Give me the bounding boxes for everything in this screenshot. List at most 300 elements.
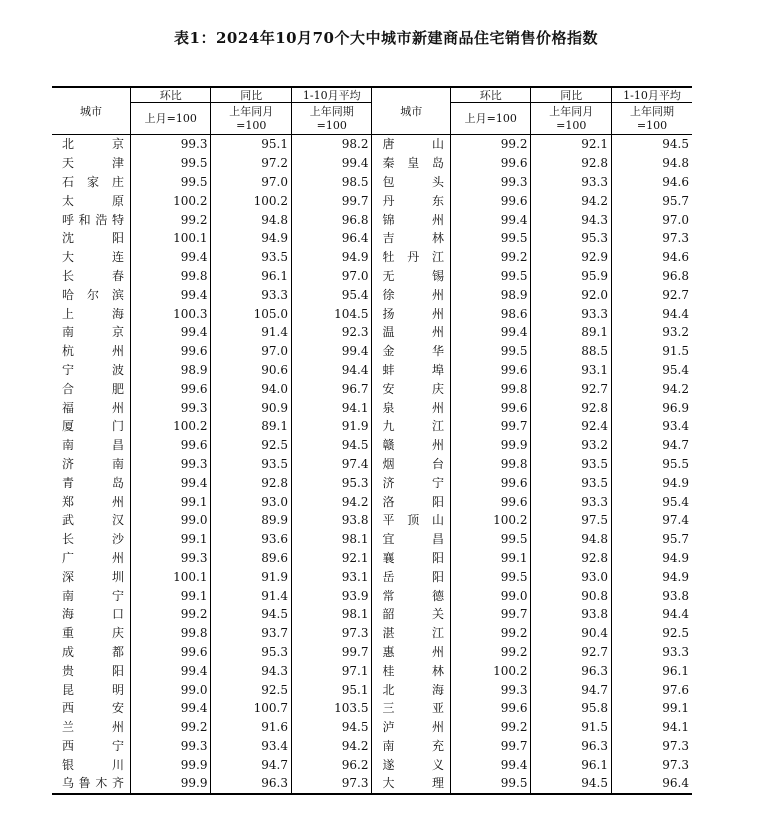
mom-value-left: 99.5 (130, 154, 211, 173)
mom-value-left: 99.1 (130, 586, 211, 605)
header-mom-base-right: 上月=100 (450, 103, 531, 135)
mom-value-left: 99.0 (130, 511, 211, 530)
mom-value-right: 99.3 (450, 173, 531, 192)
city-name-left: 昆明 (62, 682, 124, 697)
yoy-value-left: 105.0 (211, 304, 292, 323)
yoy-value-right: 96.3 (531, 661, 612, 680)
avg-value-right: 93.3 (611, 643, 692, 662)
yoy-value-left: 89.6 (211, 549, 292, 568)
city-name-right: 九江 (372, 417, 450, 436)
city-name-right: 湛江 (372, 624, 450, 643)
avg-value-left: 94.1 (291, 398, 372, 417)
avg-value-left: 92.3 (291, 323, 372, 342)
mom-value-left: 99.4 (130, 285, 211, 304)
mom-value-right: 99.6 (450, 699, 531, 718)
yoy-value-right: 88.5 (531, 342, 612, 361)
yoy-value-right: 90.4 (531, 624, 612, 643)
avg-value-left: 91.9 (291, 417, 372, 436)
mom-value-right: 99.5 (450, 530, 531, 549)
yoy-value-left: 94.7 (211, 755, 292, 774)
mom-value-right: 99.9 (450, 436, 531, 455)
yoy-value-right: 93.5 (531, 455, 612, 474)
city-name-left: 呼和浩特 (62, 212, 124, 227)
city-name-right: 蚌埠 (372, 361, 450, 380)
avg-value-left: 94.9 (291, 248, 372, 267)
avg-value-right: 93.2 (611, 323, 692, 342)
avg-value-left: 97.3 (291, 774, 372, 794)
mom-value-right: 99.6 (450, 191, 531, 210)
city-name-left: 武汉 (62, 513, 124, 528)
header-city-right: 城市 (372, 87, 450, 135)
header-yoy-base-left (211, 103, 292, 135)
city-name-right: 锦州 (372, 210, 450, 229)
avg-value-right: 93.8 (611, 586, 692, 605)
table-title: 表1：2024年10月70个大中城市新建商品住宅销售价格指数 (174, 29, 598, 47)
yoy-value-left: 95.3 (211, 643, 292, 662)
yoy-value-right: 93.8 (531, 605, 612, 624)
avg-value-right: 97.4 (611, 511, 692, 530)
mom-value-right: 99.4 (450, 755, 531, 774)
avg-value-left: 95.1 (291, 680, 372, 699)
mom-value-left: 98.9 (130, 361, 211, 380)
mom-value-left: 100.1 (130, 567, 211, 586)
yoy-value-right: 92.9 (531, 248, 612, 267)
yoy-value-right: 93.3 (531, 173, 612, 192)
avg-value-left: 94.5 (291, 436, 372, 455)
avg-value-right: 95.4 (611, 361, 692, 380)
table-row (52, 342, 692, 361)
avg-value-left: 97.0 (291, 267, 372, 286)
city-name-right: 赣州 (372, 436, 450, 455)
yoy-value-left: 93.7 (211, 624, 292, 643)
city-name-right: 扬州 (372, 304, 450, 323)
price-index-table (52, 86, 692, 795)
table-row (52, 210, 692, 229)
table-row (52, 473, 692, 492)
avg-value-left: 98.2 (291, 135, 372, 154)
avg-value-right: 92.5 (611, 624, 692, 643)
avg-value-left: 93.8 (291, 511, 372, 530)
table-row (52, 379, 692, 398)
header-avg-base-line1: 上年同期 (629, 104, 674, 118)
table-row (52, 605, 692, 624)
city-name-right: 北海 (372, 680, 450, 699)
avg-value-right: 95.7 (611, 191, 692, 210)
table-row (52, 154, 692, 173)
yoy-value-right: 94.7 (531, 680, 612, 699)
yoy-value-left: 94.0 (211, 379, 292, 398)
yoy-value-right: 94.3 (531, 210, 612, 229)
mom-value-right: 99.3 (450, 680, 531, 699)
city-name-left: 重庆 (62, 626, 124, 641)
yoy-value-left: 96.3 (211, 774, 292, 794)
city-name-left: 贵阳 (62, 663, 124, 678)
mom-value-right: 98.6 (450, 304, 531, 323)
yoy-value-left: 94.3 (211, 661, 292, 680)
avg-value-right: 94.6 (611, 173, 692, 192)
city-name-left: 厦门 (62, 419, 124, 434)
mom-value-left: 99.1 (130, 492, 211, 511)
header-yoy-base-line2: =100 (556, 118, 587, 132)
city-name-left: 太原 (62, 193, 124, 208)
table-row (52, 455, 692, 474)
yoy-value-right: 92.0 (531, 285, 612, 304)
avg-value-right: 94.1 (611, 718, 692, 737)
yoy-value-right: 95.8 (531, 699, 612, 718)
city-name-right: 唐山 (372, 135, 450, 154)
city-name-left: 南昌 (62, 438, 124, 453)
yoy-value-right: 94.8 (531, 530, 612, 549)
avg-value-left: 99.7 (291, 643, 372, 662)
city-name-right: 泸州 (372, 718, 450, 737)
yoy-value-right: 93.5 (531, 473, 612, 492)
mom-value-right: 99.6 (450, 473, 531, 492)
avg-value-right: 97.6 (611, 680, 692, 699)
avg-value-left: 98.5 (291, 173, 372, 192)
city-name-right: 遂义 (372, 755, 450, 774)
yoy-value-left: 97.2 (211, 154, 292, 173)
mom-value-left: 99.1 (130, 530, 211, 549)
avg-value-left: 104.5 (291, 304, 372, 323)
yoy-value-left: 90.9 (211, 398, 292, 417)
avg-value-left: 94.5 (291, 718, 372, 737)
table-row (52, 567, 692, 586)
avg-value-left: 99.7 (291, 191, 372, 210)
yoy-value-left: 89.1 (211, 417, 292, 436)
mom-value-right: 100.2 (450, 661, 531, 680)
yoy-value-left: 93.3 (211, 285, 292, 304)
mom-value-right: 99.2 (450, 643, 531, 662)
mom-value-right: 99.2 (450, 248, 531, 267)
city-name-right: 温州 (372, 323, 450, 342)
mom-value-left: 100.2 (130, 191, 211, 210)
yoy-value-right: 93.0 (531, 567, 612, 586)
city-name-right: 韶关 (372, 605, 450, 624)
avg-value-right: 94.9 (611, 549, 692, 568)
avg-value-right: 96.8 (611, 267, 692, 286)
avg-value-right: 94.9 (611, 473, 692, 492)
avg-value-left: 97.1 (291, 661, 372, 680)
table-row (52, 135, 692, 154)
city-name-right: 吉林 (372, 229, 450, 248)
yoy-value-left: 91.9 (211, 567, 292, 586)
header-yoy-base-right (531, 103, 612, 135)
avg-value-right: 95.7 (611, 530, 692, 549)
mom-value-right: 99.6 (450, 154, 531, 173)
city-name-left: 合肥 (62, 381, 124, 396)
mom-value-left: 99.6 (130, 643, 211, 662)
mom-value-right: 99.7 (450, 737, 531, 756)
mom-value-right: 99.7 (450, 417, 531, 436)
yoy-value-left: 90.6 (211, 361, 292, 380)
city-name-right: 平顶山 (372, 511, 450, 530)
yoy-value-left: 92.5 (211, 680, 292, 699)
city-name-left: 乌鲁木齐 (52, 774, 130, 794)
yoy-value-right: 95.9 (531, 267, 612, 286)
city-name-left: 长春 (62, 268, 124, 283)
yoy-value-right: 92.7 (531, 379, 612, 398)
mom-value-left: 99.4 (130, 699, 211, 718)
avg-value-left: 99.4 (291, 342, 372, 361)
city-name-right: 宜昌 (372, 530, 450, 549)
mom-value-left: 100.3 (130, 304, 211, 323)
avg-value-left: 92.1 (291, 549, 372, 568)
table-row (52, 530, 692, 549)
yoy-value-left: 92.5 (211, 436, 292, 455)
table-row (52, 737, 692, 756)
avg-value-left: 96.8 (291, 210, 372, 229)
table-row (52, 398, 692, 417)
city-name-right: 烟台 (372, 455, 450, 474)
yoy-value-left: 93.5 (211, 455, 292, 474)
mom-value-left: 99.4 (130, 661, 211, 680)
city-name-left: 福州 (62, 400, 124, 415)
header-yoy-base-line2: =100 (236, 118, 267, 132)
table-row (52, 643, 692, 662)
yoy-value-left: 94.8 (211, 210, 292, 229)
mom-value-right: 99.1 (450, 549, 531, 568)
table-row (52, 718, 692, 737)
avg-value-left: 98.1 (291, 530, 372, 549)
table-row (52, 285, 692, 304)
table-row (52, 624, 692, 643)
city-name-left: 郑州 (62, 494, 124, 509)
header-mom-base-left: 上月=100 (130, 103, 211, 135)
avg-value-right: 94.4 (611, 605, 692, 624)
city-name-left: 杭州 (62, 344, 124, 359)
mom-value-left: 99.2 (130, 605, 211, 624)
table-row (52, 323, 692, 342)
yoy-value-right: 93.1 (531, 361, 612, 380)
yoy-value-left: 93.6 (211, 530, 292, 549)
city-name-left: 西安 (62, 701, 124, 716)
header-yoy-left: 同比 (211, 87, 292, 103)
city-name-right: 包头 (372, 173, 450, 192)
avg-value-left: 103.5 (291, 699, 372, 718)
mom-value-right: 99.8 (450, 455, 531, 474)
mom-value-right: 99.5 (450, 342, 531, 361)
mom-value-right: 99.4 (450, 210, 531, 229)
table-row (52, 511, 692, 530)
avg-value-left: 93.9 (291, 586, 372, 605)
avg-value-left: 99.4 (291, 154, 372, 173)
header-avg-base-line2: =100 (316, 118, 347, 132)
city-name-right: 桂林 (372, 661, 450, 680)
mom-value-right: 100.2 (450, 511, 531, 530)
yoy-value-right: 96.1 (531, 755, 612, 774)
mom-value-right: 99.7 (450, 605, 531, 624)
table-row (52, 680, 692, 699)
mom-value-left: 99.0 (130, 680, 211, 699)
mom-value-left: 99.4 (130, 248, 211, 267)
yoy-value-left: 96.1 (211, 267, 292, 286)
mom-value-left: 99.3 (130, 737, 211, 756)
yoy-value-right: 93.2 (531, 436, 612, 455)
city-name-right: 秦皇岛 (372, 154, 450, 173)
mom-value-right: 99.5 (450, 267, 531, 286)
avg-value-right: 95.4 (611, 492, 692, 511)
city-name-right: 丹东 (372, 191, 450, 210)
table-body (52, 135, 692, 794)
city-name-left: 广州 (62, 550, 124, 565)
city-name-right: 无锡 (372, 267, 450, 286)
table-row (52, 755, 692, 774)
mom-value-left: 99.2 (130, 210, 211, 229)
avg-value-left: 96.7 (291, 379, 372, 398)
mom-value-right: 99.8 (450, 379, 531, 398)
mom-value-left: 100.2 (130, 417, 211, 436)
mom-value-right: 99.0 (450, 586, 531, 605)
table-row (52, 549, 692, 568)
table-row (52, 229, 692, 248)
table-row (52, 492, 692, 511)
avg-value-left: 98.1 (291, 605, 372, 624)
city-name-left: 长沙 (62, 532, 124, 547)
avg-value-right: 94.6 (611, 248, 692, 267)
city-name-right: 牡丹江 (372, 248, 450, 267)
table-row (52, 248, 692, 267)
table-row (52, 191, 692, 210)
yoy-value-right: 94.5 (531, 774, 612, 794)
mom-value-left: 99.2 (130, 718, 211, 737)
header-avg-base-left (291, 103, 372, 135)
avg-value-right: 94.9 (611, 567, 692, 586)
mom-value-right: 99.5 (450, 567, 531, 586)
mom-value-left: 99.6 (130, 436, 211, 455)
yoy-value-left: 93.5 (211, 248, 292, 267)
yoy-value-left: 89.9 (211, 511, 292, 530)
header-avg-right: 1-10月平均 (611, 87, 692, 103)
city-name-right: 洛阳 (372, 492, 450, 511)
header-avg-base-line2: =100 (636, 118, 668, 132)
table-row (52, 417, 692, 436)
city-name-right: 常德 (372, 586, 450, 605)
yoy-value-left: 100.2 (211, 191, 292, 210)
yoy-value-right: 92.4 (531, 417, 612, 436)
avg-value-right: 94.2 (611, 379, 692, 398)
avg-value-left: 97.4 (291, 455, 372, 474)
yoy-value-right: 97.5 (531, 511, 612, 530)
mom-value-right: 99.4 (450, 323, 531, 342)
city-name-right: 三亚 (372, 699, 450, 718)
mom-value-right: 99.6 (450, 398, 531, 417)
yoy-value-left: 95.1 (211, 135, 292, 154)
mom-value-left: 99.3 (130, 549, 211, 568)
mom-value-left: 99.4 (130, 323, 211, 342)
city-name-left: 沈阳 (62, 231, 124, 246)
header-mom-right: 环比 (450, 87, 531, 103)
city-name-right: 襄阳 (372, 549, 450, 568)
header-avg-base-line1: 上年同期 (309, 104, 354, 118)
city-name-left: 哈尔滨 (62, 287, 124, 302)
table-row (52, 774, 692, 794)
city-name-left: 南宁 (62, 588, 124, 603)
avg-value-right: 95.5 (611, 455, 692, 474)
city-name-right: 徐州 (372, 285, 450, 304)
header-yoy-base-line1: 上年同月 (549, 104, 594, 118)
city-name-left: 宁波 (62, 362, 124, 377)
yoy-value-right: 92.8 (531, 398, 612, 417)
mom-value-left: 99.5 (130, 173, 211, 192)
yoy-value-right: 95.3 (531, 229, 612, 248)
yoy-value-right: 92.8 (531, 154, 612, 173)
avg-value-left: 95.4 (291, 285, 372, 304)
yoy-value-right: 93.3 (531, 492, 612, 511)
avg-value-right: 96.1 (611, 661, 692, 680)
city-name-right: 泉州 (372, 398, 450, 417)
mom-value-left: 99.9 (130, 774, 211, 794)
avg-value-right: 99.1 (611, 699, 692, 718)
table-row (52, 361, 692, 380)
yoy-value-left: 93.4 (211, 737, 292, 756)
avg-value-left: 97.3 (291, 624, 372, 643)
table-row (52, 699, 692, 718)
city-name-left: 天津 (62, 156, 124, 171)
mom-value-right: 99.6 (450, 361, 531, 380)
mom-value-right: 99.5 (450, 774, 531, 794)
avg-value-right: 93.4 (611, 417, 692, 436)
yoy-value-left: 100.7 (211, 699, 292, 718)
avg-value-left: 95.3 (291, 473, 372, 492)
table-row (52, 661, 692, 680)
city-name-left: 青岛 (62, 475, 124, 490)
mom-value-left: 99.8 (130, 267, 211, 286)
city-name-left: 大连 (62, 250, 124, 265)
avg-value-left: 93.1 (291, 567, 372, 586)
mom-value-left: 100.1 (130, 229, 211, 248)
avg-value-left: 94.2 (291, 737, 372, 756)
mom-value-left: 99.6 (130, 379, 211, 398)
city-name-left: 济南 (62, 456, 124, 471)
avg-value-right: 94.8 (611, 154, 692, 173)
city-name-right: 南充 (372, 737, 450, 756)
mom-value-left: 99.3 (130, 398, 211, 417)
yoy-value-left: 97.0 (211, 173, 292, 192)
header-city-left: 城市 (52, 87, 130, 135)
yoy-value-left: 91.4 (211, 323, 292, 342)
yoy-value-right: 90.8 (531, 586, 612, 605)
avg-value-right: 97.3 (611, 755, 692, 774)
yoy-value-left: 94.9 (211, 229, 292, 248)
yoy-value-left: 93.0 (211, 492, 292, 511)
city-name-right: 大理 (372, 774, 450, 794)
avg-value-left: 96.4 (291, 229, 372, 248)
city-name-right: 岳阳 (372, 567, 450, 586)
yoy-value-left: 92.8 (211, 473, 292, 492)
city-name-left: 西宁 (62, 738, 124, 753)
avg-value-right: 94.5 (611, 135, 692, 154)
mom-value-right: 99.2 (450, 624, 531, 643)
yoy-value-right: 94.2 (531, 191, 612, 210)
mom-value-right: 98.9 (450, 285, 531, 304)
city-name-left: 石家庄 (62, 174, 124, 189)
avg-value-right: 96.4 (611, 774, 692, 794)
header-avg-base-right (611, 103, 692, 135)
avg-value-left: 94.4 (291, 361, 372, 380)
yoy-value-left: 91.4 (211, 586, 292, 605)
avg-value-right: 96.9 (611, 398, 692, 417)
mom-value-right: 99.6 (450, 492, 531, 511)
yoy-value-right: 92.8 (531, 549, 612, 568)
city-name-left: 南京 (62, 325, 124, 340)
avg-value-right: 94.7 (611, 436, 692, 455)
city-name-left: 兰州 (62, 720, 124, 735)
mom-value-left: 99.4 (130, 473, 211, 492)
city-name-left: 海口 (62, 607, 124, 622)
mom-value-right: 99.5 (450, 229, 531, 248)
avg-value-right: 91.5 (611, 342, 692, 361)
header-yoy-base-line1: 上年同月 (229, 104, 274, 118)
